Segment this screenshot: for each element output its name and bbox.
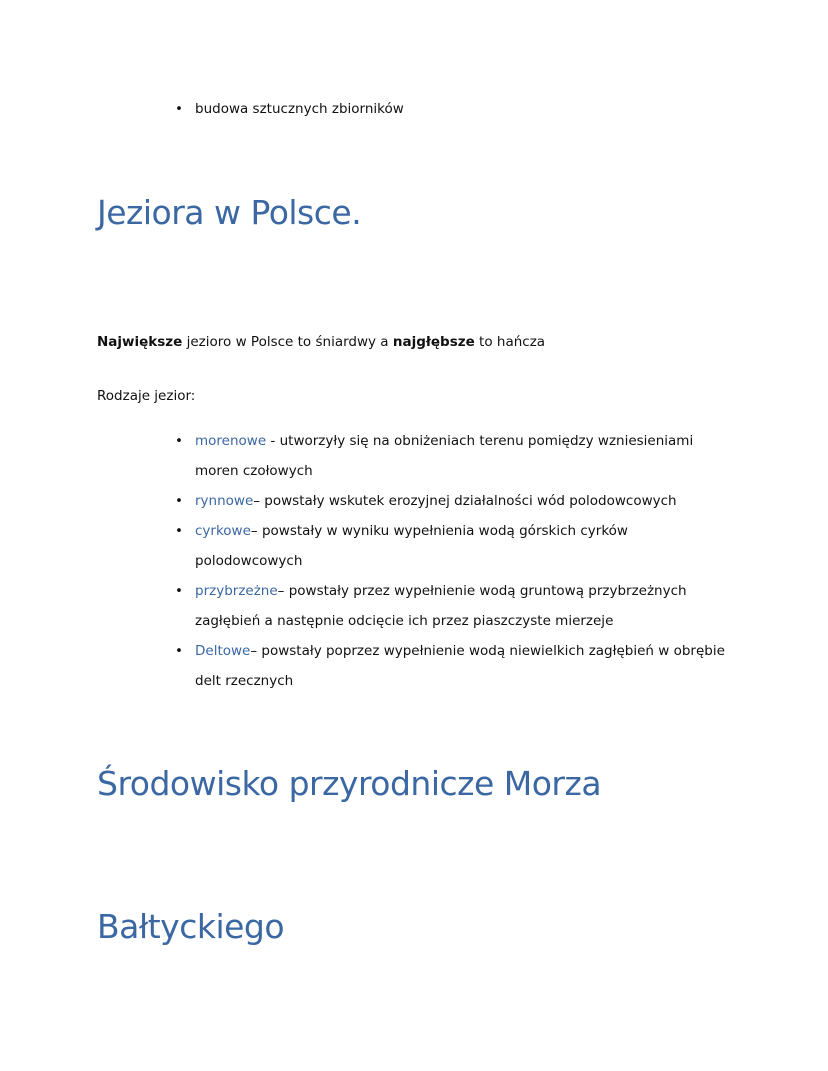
heading-baltic-line1: Środowisko przyrodnicze Morza: [97, 764, 602, 803]
description: – powstały wskutek erozyjnej działalności wód polodowcowych: [253, 493, 677, 509]
intro-text: jezioro w Polsce to śniardwy a: [182, 334, 393, 350]
list-item: [175, 516, 725, 576]
list-item: [175, 426, 725, 486]
intro-paragraph: [97, 334, 545, 350]
term: morenowe: [195, 433, 267, 449]
intro-text: to hańcza: [474, 334, 546, 350]
term: cyrkowe: [195, 523, 251, 539]
list-item: [175, 486, 725, 516]
description: - utworzyły się na obniżeniach terenu pomiędzy wzniesieniami moren czołowych: [195, 433, 694, 479]
types-label: Rodzaje jezior:: [97, 388, 196, 404]
description: – powstały w wyniku wypełnienia wodą górskich cyrków polodowcowych: [195, 523, 628, 569]
term: przybrzeżne: [195, 583, 278, 599]
heading-lakes: Jeziora w Polsce.: [97, 193, 362, 232]
term: rynnowe: [195, 493, 254, 509]
term: Deltowe: [195, 643, 251, 659]
heading-baltic-line2: Bałtyckiego: [97, 907, 285, 946]
lake-types-list: [175, 426, 725, 696]
list-item: [175, 576, 725, 636]
top-bullet-list: [175, 94, 725, 124]
bold-largest: Największe: [97, 334, 183, 350]
list-item: • budowa sztucznych zbiorników: [175, 94, 725, 124]
list-item: [175, 636, 725, 696]
description: – powstały poprzez wypełnienie wodą niewielkich zagłębień w obrębie delt rzecznych: [195, 643, 725, 689]
bold-deepest: najgłębsze: [392, 334, 475, 350]
description: – powstały przez wypełnienie wodą gruntową przybrzeżnych zagłębień a następnie odcięcie ich przez piaszczyste mierzeje: [195, 583, 687, 629]
